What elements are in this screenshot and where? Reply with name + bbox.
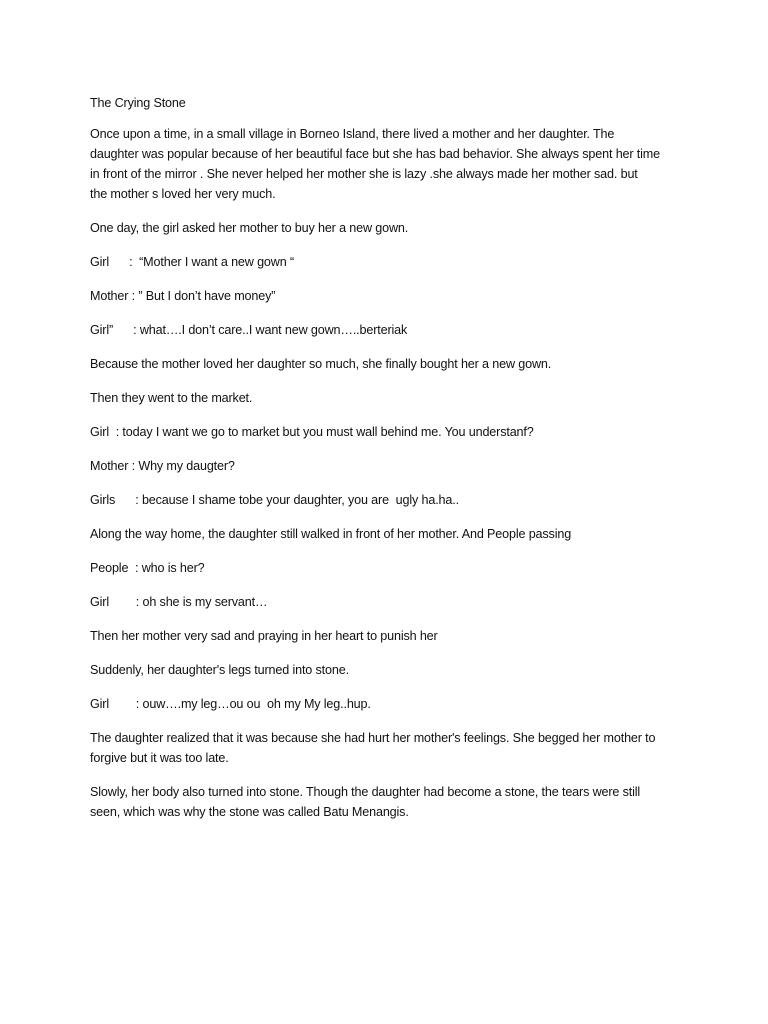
- praying-paragraph: Then her mother very sad and praying in her heart to punish her: [90, 629, 438, 643]
- text-line: The daughter realized that it was because she had hurt her mother's feelings. She begged her mother to: [90, 731, 656, 745]
- way-home-paragraph: Along the way home, the daughter still walked in front of her mother. And People passing: [90, 527, 572, 541]
- story-body: [90, 94, 680, 836]
- text-line: seen, which was why the stone was called Batu Menangis.: [90, 805, 409, 819]
- legs-paragraph: Suddenly, her daughter's legs turned into stone.: [90, 663, 349, 677]
- dialog-separator: :: [109, 697, 143, 711]
- dialog-line: [90, 490, 680, 510]
- ending-paragraph: [90, 782, 680, 822]
- dialog-speaker: Girls: [90, 493, 116, 507]
- dialog-line: [90, 694, 680, 714]
- gown-paragraph: One day, the girl asked her mother to buy her a new gown.: [90, 221, 409, 235]
- story-title: The Crying Stone: [90, 96, 186, 110]
- dialog-separator: :: [128, 459, 139, 473]
- dialog-speaker: Mother: [90, 289, 129, 303]
- dialog-separator: :: [109, 595, 143, 609]
- dialog-line: [90, 252, 680, 272]
- dialog-text: ouw….my leg…ou ou oh my My leg..hup.: [142, 697, 371, 711]
- text-line: Once upon a time, in a small village in Borneo Island, there lived a mother and her daughter. The: [90, 127, 615, 141]
- realized-paragraph: [90, 728, 680, 768]
- dialog-line: [90, 422, 680, 442]
- dialog-separator: :: [115, 493, 142, 507]
- intro-paragraph: [90, 124, 680, 204]
- dialog-text: Why my daugter?: [138, 459, 235, 473]
- text-line: in front of the mirror . She never helped her mother she is lazy .she always made her mother sad. but: [90, 167, 638, 181]
- dialog-speaker: Girl: [90, 697, 109, 711]
- dialog-line: [90, 320, 680, 340]
- dialog-separator: :: [109, 425, 123, 439]
- dialog-speaker: Girl: [90, 595, 109, 609]
- bought-paragraph: Because the mother loved her daughter so much, she finally bought her a new gown.: [90, 357, 552, 371]
- dialog-separator: :: [128, 561, 142, 575]
- dialog-text: today I want we go to market but you must wall behind me. You understanf?: [122, 425, 534, 439]
- text-line: forgive but it was too late.: [90, 751, 229, 765]
- dialog-line: [90, 286, 680, 306]
- dialog-text: because I shame tobe your daughter, you are ugly ha.ha..: [141, 493, 459, 507]
- dialog-line: [90, 558, 680, 578]
- dialog-text: who is her?: [141, 561, 205, 575]
- dialog-separator: :: [113, 323, 140, 337]
- text-line: daughter was popular because of her beautiful face but she has bad behavior. She always spent her time: [90, 147, 660, 161]
- market-paragraph: Then they went to the market.: [90, 391, 253, 405]
- dialog-speaker: Girl”: [90, 323, 114, 337]
- dialog-separator: :: [128, 289, 139, 303]
- dialog-text: what….I don’t care..I want new gown…..berteriak: [139, 323, 408, 337]
- dialog-speaker: Girl: [90, 255, 109, 269]
- text-line: Slowly, her body also turned into stone. Though the daughter had become a stone, the tears were still: [90, 785, 641, 799]
- dialog-text: ” But I don’t have money”: [138, 289, 276, 303]
- dialog-line: [90, 592, 680, 612]
- dialog-line: [90, 456, 680, 476]
- dialog-text: oh she is my servant…: [142, 595, 268, 609]
- dialog-text: “Mother I want a new gown “: [139, 255, 294, 269]
- dialog-speaker: Mother: [90, 459, 129, 473]
- dialog-separator: :: [109, 255, 140, 269]
- dialog-speaker: People: [90, 561, 129, 575]
- text-line: the mother s loved her very much.: [90, 187, 276, 201]
- dialog-speaker: Girl: [90, 425, 109, 439]
